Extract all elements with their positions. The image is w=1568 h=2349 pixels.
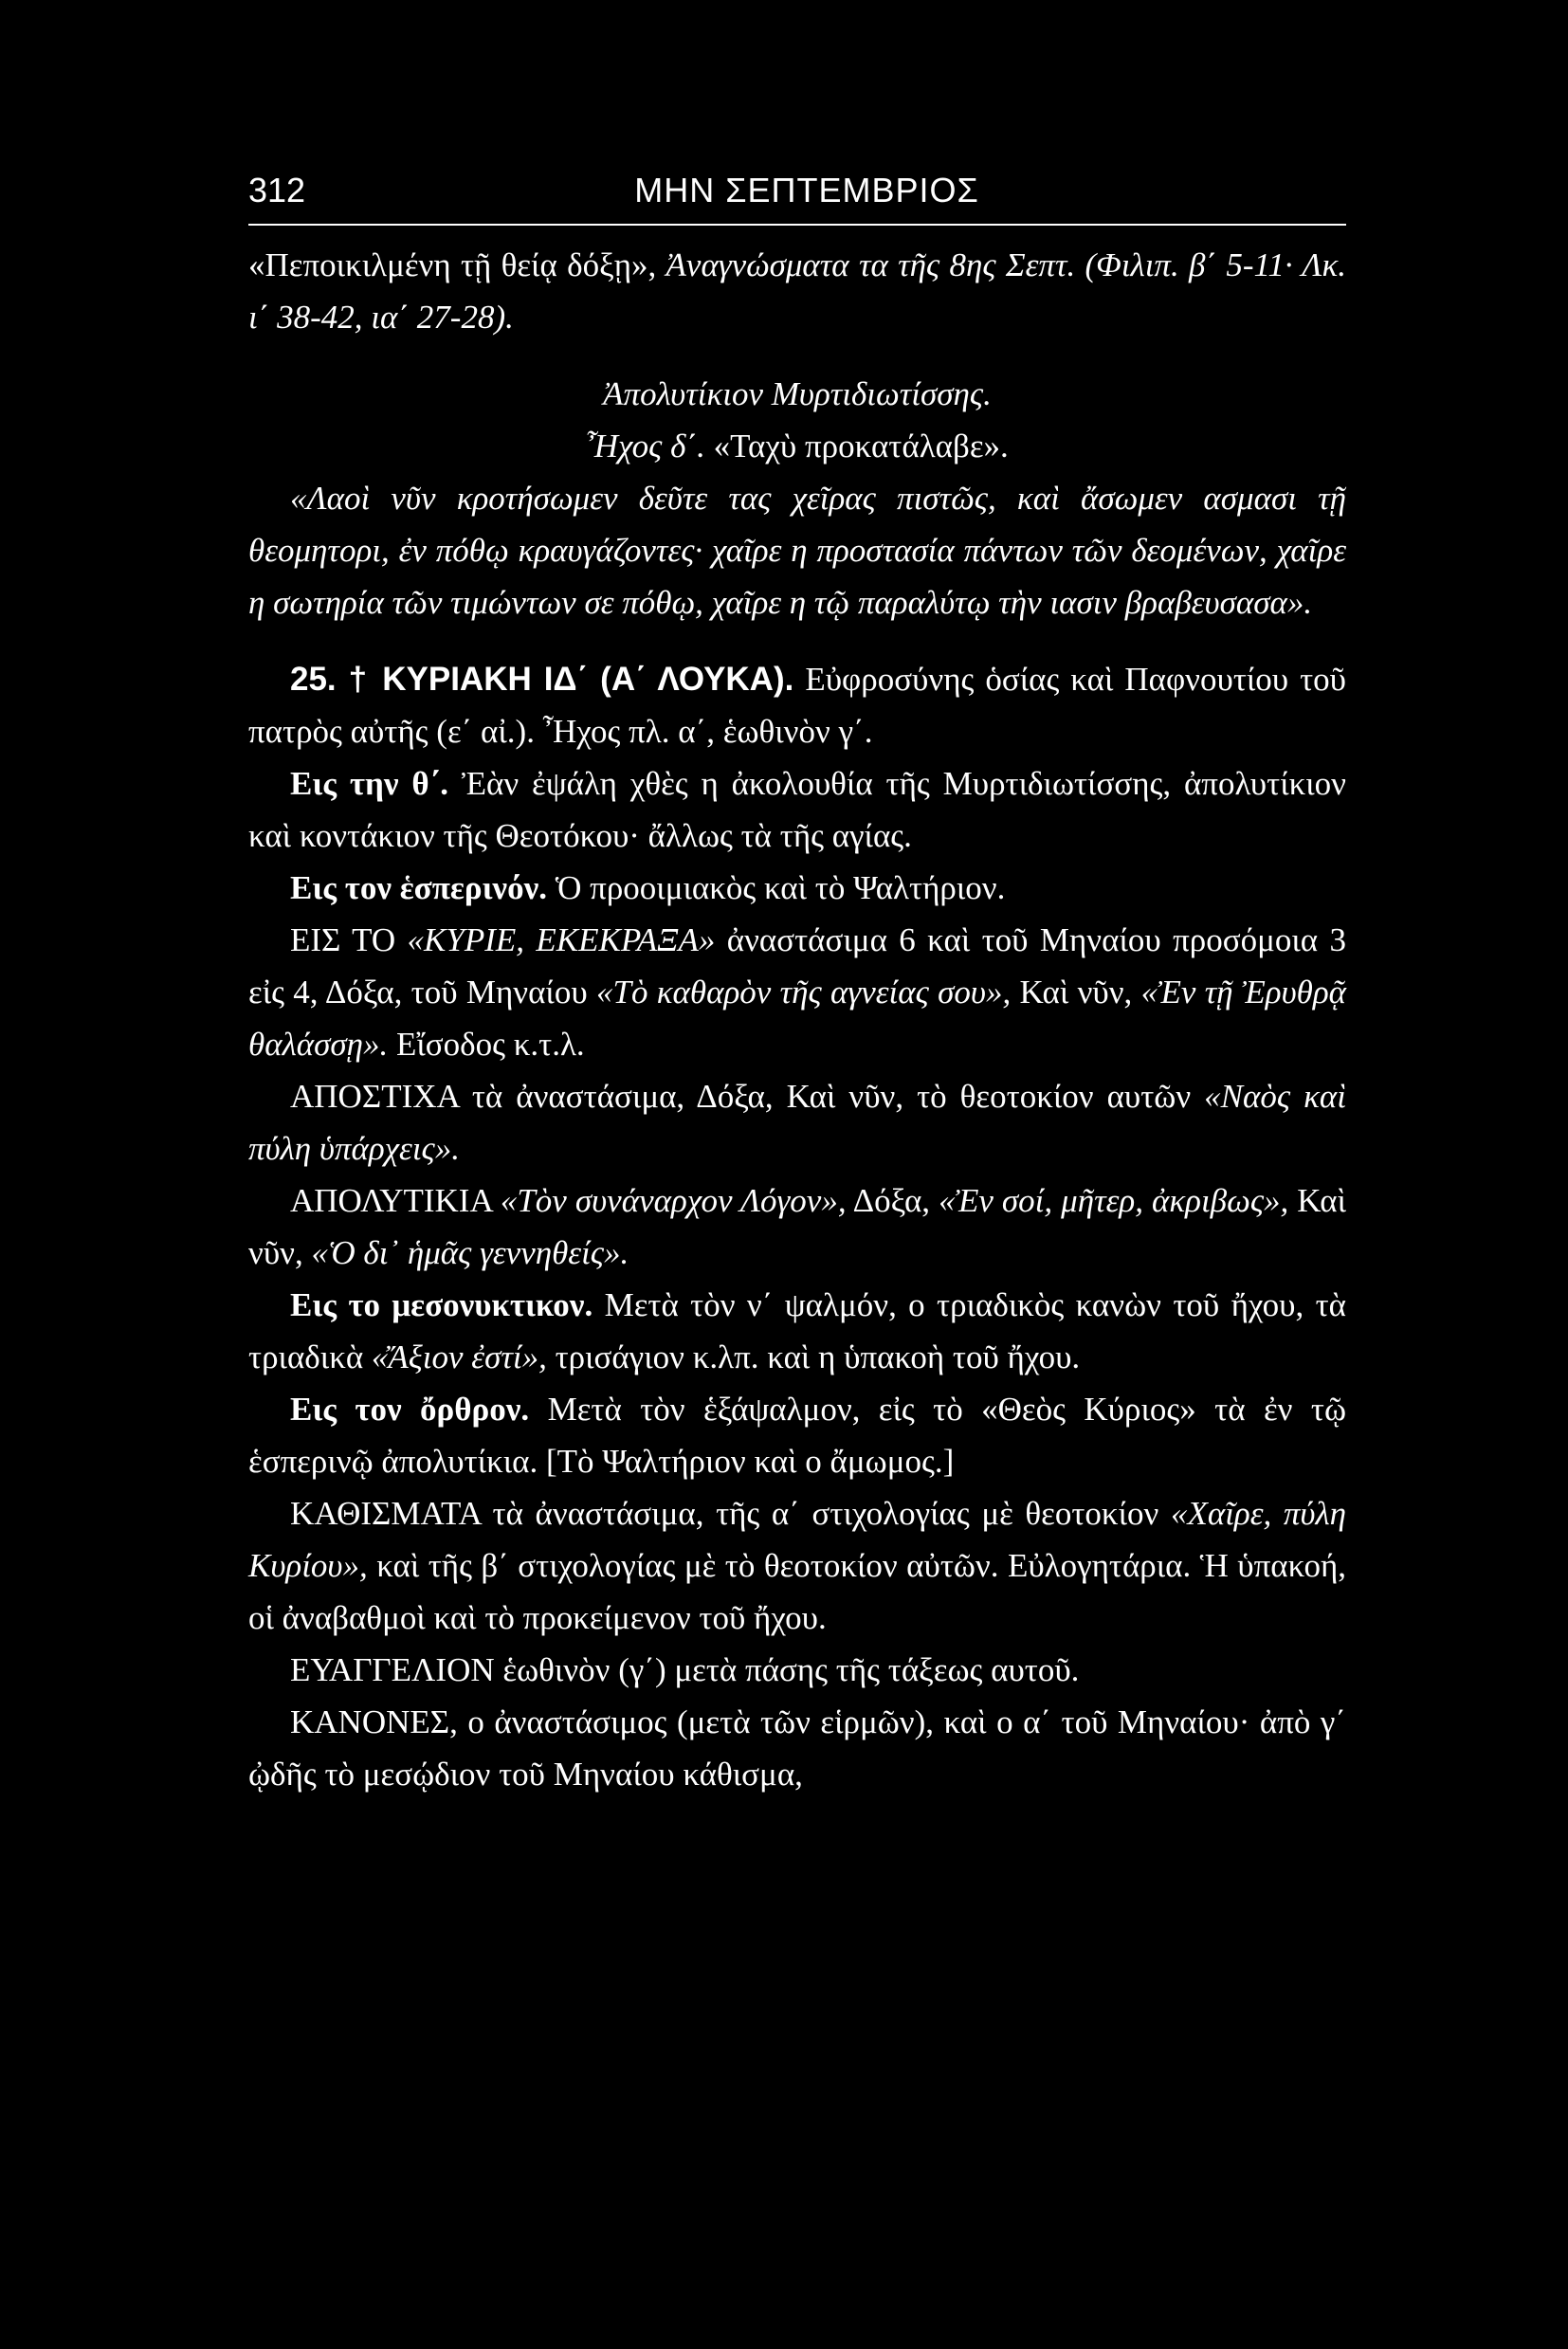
echos-line — [248, 420, 1346, 472]
aposticha-a: ΑΠΟΣΤΙΧΑ τὰ ἀναστάσιμα, Δόξα, Καὶ νῦν, τὸ θεοτοκίον αυτῶν — [290, 1078, 1205, 1115]
mesonyktikon-b: «Ἄξιον ἐστί», — [371, 1338, 547, 1375]
apolytikia-d: «Ἐν σοί, μῆτερ, ἀκριβως», — [939, 1182, 1289, 1219]
apolytikion-title: Ἀπολυτίκιον Μυρτιδιωτίσσης. — [603, 375, 992, 412]
kyrie-c: ἀναστάσιμα 6 καὶ τοῦ Μηναίου προσόμοια 3 εἰς 4, Δόξα, τοῦ Μηναίου — [248, 921, 1346, 1011]
apolytikia-paragraph — [248, 1174, 1346, 1279]
page-number: 312 — [248, 171, 306, 209]
aposticha-paragraph — [248, 1070, 1346, 1174]
kanones-paragraph: ΚΑΝΟΝΕΣ, ο ἀναστάσιμος (μετὰ τῶν εἱρμῶν), καὶ ο α΄ τοῦ Μηναίου· ἀπὸ γ΄ ᾠδῆς τὸ μεσῴδιον τοῦ Μηναίου κάθισμα, — [248, 1703, 1346, 1793]
orthros-text: Μετὰ τὸν ἑξάψαλμον, εἰς τὸ «Θεὸς Κύριος» τὰ ἐν τῷ ἑσπερινῷ ἀπολυτίκια. [Τὸ Ψαλτήριον καὶ ο ἄμωμος.] — [248, 1391, 1346, 1480]
kyrie-d: «Τὸ καθαρὸν τῆς αγνείας σου», — [595, 974, 1012, 1011]
kathismata-b: «Χαῖρε, πύλη Κυρίου», — [248, 1495, 1347, 1584]
echos-label: Ἦχος δ΄. — [586, 428, 714, 464]
book-page — [248, 171, 1346, 1800]
kyrie-f: «Ἐν τῇ Ἐρυθρᾷ θαλάσσῃ». — [248, 974, 1346, 1063]
orthros-paragraph — [248, 1383, 1346, 1487]
kathismata-paragraph — [248, 1487, 1346, 1644]
vespers-label: Εις τον ἑσπερινόν. — [290, 869, 547, 906]
hymn-incipit: «Πεποικιλμένη τῇ θείᾳ δόξῃ», — [248, 246, 666, 283]
kathismata-c: καὶ τῆς β΄ στιχολογίας μὲ τὸ θεοτοκίον αὐτῶν. Εὐλογητάρια. Ἡ ὑπακοή, οἱ ἀναβαθμοὶ καὶ τὸ προκείμενον τοῦ ἤχου. — [248, 1547, 1346, 1636]
orthros-label: Εις τον ὄρθρον. — [290, 1391, 530, 1428]
page-header — [248, 171, 1346, 226]
body-text — [248, 239, 1346, 1800]
running-head: ΜΗΝ ΣΕΠΤΕΜΒΡΙΟΣ — [634, 171, 979, 209]
ninth-hour-label: Εις την θ΄. — [290, 765, 448, 802]
kyrie-paragraph — [248, 914, 1346, 1070]
feast-paragraph — [248, 653, 1346, 757]
apolytikia-b: «Τὸν συνάναρχον Λόγον», — [500, 1182, 847, 1219]
echos-melody: «Ταχὺ προκατάλαβε». — [713, 428, 1009, 464]
kyrie-b: «ΚΥΡΙΕ, ΕΚΕΚΡΑΞΑ» — [407, 921, 716, 958]
mesonyktikon-paragraph — [248, 1279, 1346, 1383]
mesonyktikon-c: τρισάγιον κ.λπ. καὶ η ὑπακοὴ τοῦ ἤχου. — [546, 1338, 1081, 1375]
vespers-text: Ὁ προοιμιακὸς καὶ τὸ Ψαλτήριον. — [546, 869, 1006, 906]
apolytikia-e: Καὶ νῦν, — [248, 1182, 1347, 1271]
hymn-text: «Λαοὶ νῦν κροτήσωμεν δεῦτε τας χεῖρας πιστῶς, καὶ ἄσωμεν ασμασι τῇ θεομητορι, ἐν πόθῳ κραυγάζοντες· χαῖρε η προστασία πάντων τῶν δεομένων, χαῖρε η σωτηρία τῶν τιμώντων σε πόθῳ, χαῖρε η τῷ παραλύτῳ τὴν ιασιν βραβευσασα». — [248, 480, 1346, 621]
vespers-paragraph — [248, 862, 1346, 914]
kyrie-g: Εἴσοδος κ.τ.λ. — [388, 1026, 585, 1063]
paragraph-readings — [248, 239, 1346, 343]
readings-reference: Ἀναγνώσματα τα τῆς 8ης Σεπτ. (Φιλιπ. β΄ 5-11· Λκ. ι΄ 38-42, ια΄ 27-28). — [248, 246, 1346, 336]
aposticha-b: «Ναὸς καὶ πύλη ὑπάρχεις». — [248, 1078, 1346, 1167]
mesonyktikon-a: Μετὰ τὸν ν΄ ψαλμόν, ο τριαδικὸς κανὼν τοῦ ἤχου, τὰ τριαδικὰ — [248, 1286, 1346, 1375]
kathismata-a: ΚΑΘΙΣΜΑΤΑ τὰ ἀναστάσιμα, τῆς α΄ στιχολογίας μὲ θεοτοκίον — [290, 1495, 1171, 1532]
kyrie-a: ΕΙΣ ΤΟ — [290, 921, 408, 958]
ninth-hour-paragraph — [248, 757, 1346, 862]
apolytikia-a: ΑΠΟΛΥΤΙΚΙΑ — [290, 1182, 501, 1219]
feast-heading: 25. † ΚΥΡΙΑΚΗ ΙΔ΄ (Α΄ ΛΟΥΚΑ). — [290, 661, 794, 698]
feast-text: Εὐφροσύνης ὁσίας καὶ Παφνουτίου τοῦ πατρὸς αὐτῆς (ε΄ αἰ.). Ἦχος πλ. α΄, ἑωθινὸν γ΄. — [248, 661, 1346, 750]
evangelion-paragraph: ΕΥΑΓΓΕΛΙΟΝ ἑωθινὸν (γ΄) μετὰ πάσης τῆς τάξεως αυτοῦ. — [290, 1651, 1080, 1688]
kyrie-e: Καὶ νῦν, — [1011, 974, 1141, 1011]
ninth-hour-text: Ἐὰν ἐψάλη χθὲς η ἀκολουθία τῆς Μυρτιδιωτίσσης, ἀπολυτίκιον καὶ κοντάκιον τῆς Θεοτόκου· ἄλλως τὰ τῆς αγίας. — [248, 765, 1346, 854]
apolytikia-c: Δόξα, — [846, 1182, 939, 1219]
apolytikia-f: «Ὁ δι᾿ ἡμᾶς γεννηθείς». — [311, 1234, 629, 1271]
mesonyktikon-label: Εις το μεσονυκτικον. — [290, 1286, 593, 1323]
